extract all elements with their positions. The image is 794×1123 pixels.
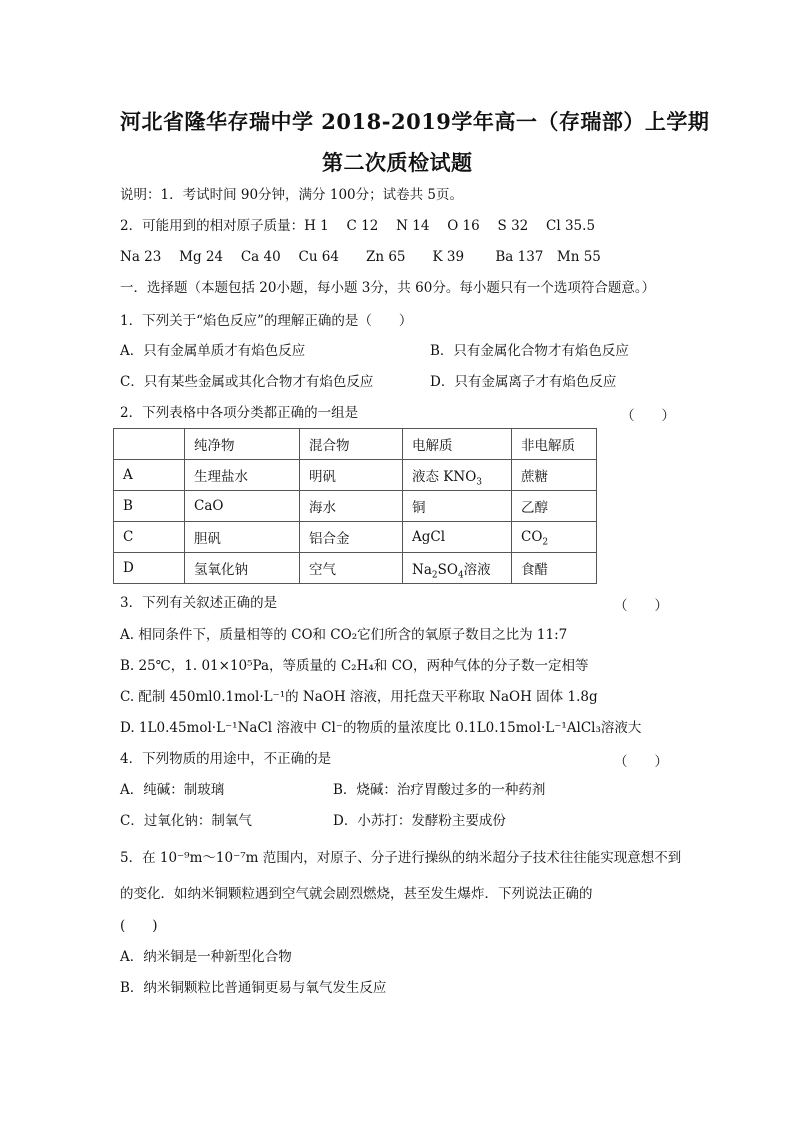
- question-3-answer-blank: （ ）: [614, 598, 668, 614]
- question-3-option-a: A. 相同条件下，质量相等的 CO和 CO₂它们所含的氧原子数目之比为 11:7: [120, 627, 568, 643]
- question-4-option-a: A．纯碱：制玻璃: [120, 782, 225, 798]
- table-header-cell: 非电解质: [512, 429, 597, 460]
- question-4-answer-blank: （ ）: [614, 754, 668, 770]
- question-5-option-a: A．纳米铜是一种新型化合物: [120, 949, 292, 965]
- table-cell: A: [114, 460, 185, 491]
- question-1-option-b: B．只有金属化合物才有焰色反应: [430, 343, 629, 359]
- table-cell: 食醋: [512, 553, 597, 584]
- question-2-answer-blank: （ ）: [621, 408, 675, 424]
- question-4-option-c: C．过氧化钠：制氧气: [120, 813, 252, 829]
- question-3-option-b: B. 25℃，1. 01×10⁵Pa，等质量的 C₂H₄和 CO，两种气体的分子数一定相等: [120, 658, 589, 674]
- question-4-option-b: B．烧碱：治疗胃酸过多的一种药剂: [333, 782, 546, 798]
- subscript: 3: [476, 477, 482, 488]
- question-1-stem: 1．下列关于“焰色反应”的理解正确的是（ ）: [120, 313, 413, 329]
- question-5-stem-cont: 的变化．如纳米铜颗粒遇到空气就会剧烈燃烧，甚至发生爆炸．下列说法正确的: [120, 886, 593, 902]
- question-5-stem: 5．在 10⁻⁹m～10⁻⁷m 范围内，对原子、分子进行操纵的纳米超分子技术往往能实现意想不到: [120, 850, 682, 866]
- table-header-row: [114, 429, 597, 460]
- table-cell: B: [114, 491, 185, 522]
- question-1-option-c: C．只有某些金属或其化合物才有焰色反应: [120, 374, 374, 390]
- formula-text: CO: [521, 529, 543, 545]
- table-row: [114, 491, 597, 522]
- question-3-stem: 3．下列有关叙述正确的是: [120, 595, 278, 611]
- formula-text: Na: [412, 562, 432, 578]
- formula-text: SO: [437, 562, 458, 578]
- table-row: [114, 553, 597, 584]
- table-cell: [512, 522, 597, 553]
- atomic-mass-note: 2．可能用到的相对原子质量：H 1 C 12 N 14 O 16 S 32 Cl 35.5: [120, 218, 596, 234]
- table-header-cell: 电解质: [403, 429, 512, 460]
- question-5-answer-blank: ( ): [120, 918, 158, 934]
- instructions-note: 说明：1．考试时间 90分钟，满分 100分；试卷共 5页。: [120, 187, 463, 203]
- question-1-option-a: A．只有金属单质才有焰色反应: [120, 343, 306, 359]
- table-cell: 生理盐水: [185, 460, 300, 491]
- question-3-option-c: C. 配制 450ml0.1mol·L⁻¹的 NaOH 溶液，用托盘天平称取 NaOH 固体 1.8g: [120, 689, 598, 705]
- classification-table: [113, 428, 597, 584]
- table-cell: 铜: [403, 491, 512, 522]
- question-4-option-d: D．小苏打：发酵粉主要成份: [333, 813, 506, 829]
- formula-text: 液态 KNO: [412, 469, 477, 485]
- question-3-option-d: D. 1L0.45mol·L⁻¹NaCl 溶液中 Cl⁻的物质的量浓度比 0.1L0.15mol·L⁻¹AlCl₃溶液大: [120, 720, 642, 736]
- table-cell: AgCl: [403, 522, 512, 553]
- question-5-option-b: B．纳米铜颗粒比普通铜更易与氧气发生反应: [120, 980, 387, 996]
- table-cell: [403, 553, 512, 584]
- table-cell: 空气: [300, 553, 403, 584]
- table-cell: C: [114, 522, 185, 553]
- table-cell: 蔗糖: [512, 460, 597, 491]
- table-cell: 明矾: [300, 460, 403, 491]
- table-cell: 铝合金: [300, 522, 403, 553]
- table-cell: 胆矾: [185, 522, 300, 553]
- table-cell: D: [114, 553, 185, 584]
- subscript: 2: [542, 537, 549, 548]
- table-header-cell: 纯净物: [185, 429, 300, 460]
- table-row: [114, 522, 597, 553]
- section-heading: 一．选择题（本题包括 20小题，每小题 3分，共 60分。每小题只有一个选项符合题意。）: [120, 280, 656, 296]
- formula-text: 溶液: [463, 562, 491, 578]
- subscript: 2: [431, 570, 438, 581]
- subscript: 4: [457, 570, 464, 581]
- table-cell: CaO: [185, 491, 300, 522]
- table-cell: [403, 460, 512, 491]
- question-4-stem: 4．下列物质的用途中，不正确的是: [120, 751, 332, 767]
- table-row: [114, 460, 597, 491]
- page-subtitle: 第二次质检试题: [322, 150, 473, 175]
- question-2-stem: 2．下列表格中各项分类都正确的一组是: [120, 405, 359, 421]
- table-cell: 乙醇: [512, 491, 597, 522]
- table-header-cell: [114, 429, 185, 460]
- table-cell: 氢氧化钠: [185, 553, 300, 584]
- atomic-mass-note-cont: Na 23 Mg 24 Ca 40 Cu 64 Zn 65 K 39 Ba 137 Mn 55: [120, 249, 601, 265]
- question-1-option-d: D．只有金属离子才有焰色反应: [430, 374, 617, 390]
- table-cell: 海水: [300, 491, 403, 522]
- table-header-cell: 混合物: [300, 429, 403, 460]
- page-title: 河北省隆华存瑞中学 2018-2019学年高一（存瑞部）上学期: [120, 109, 710, 134]
